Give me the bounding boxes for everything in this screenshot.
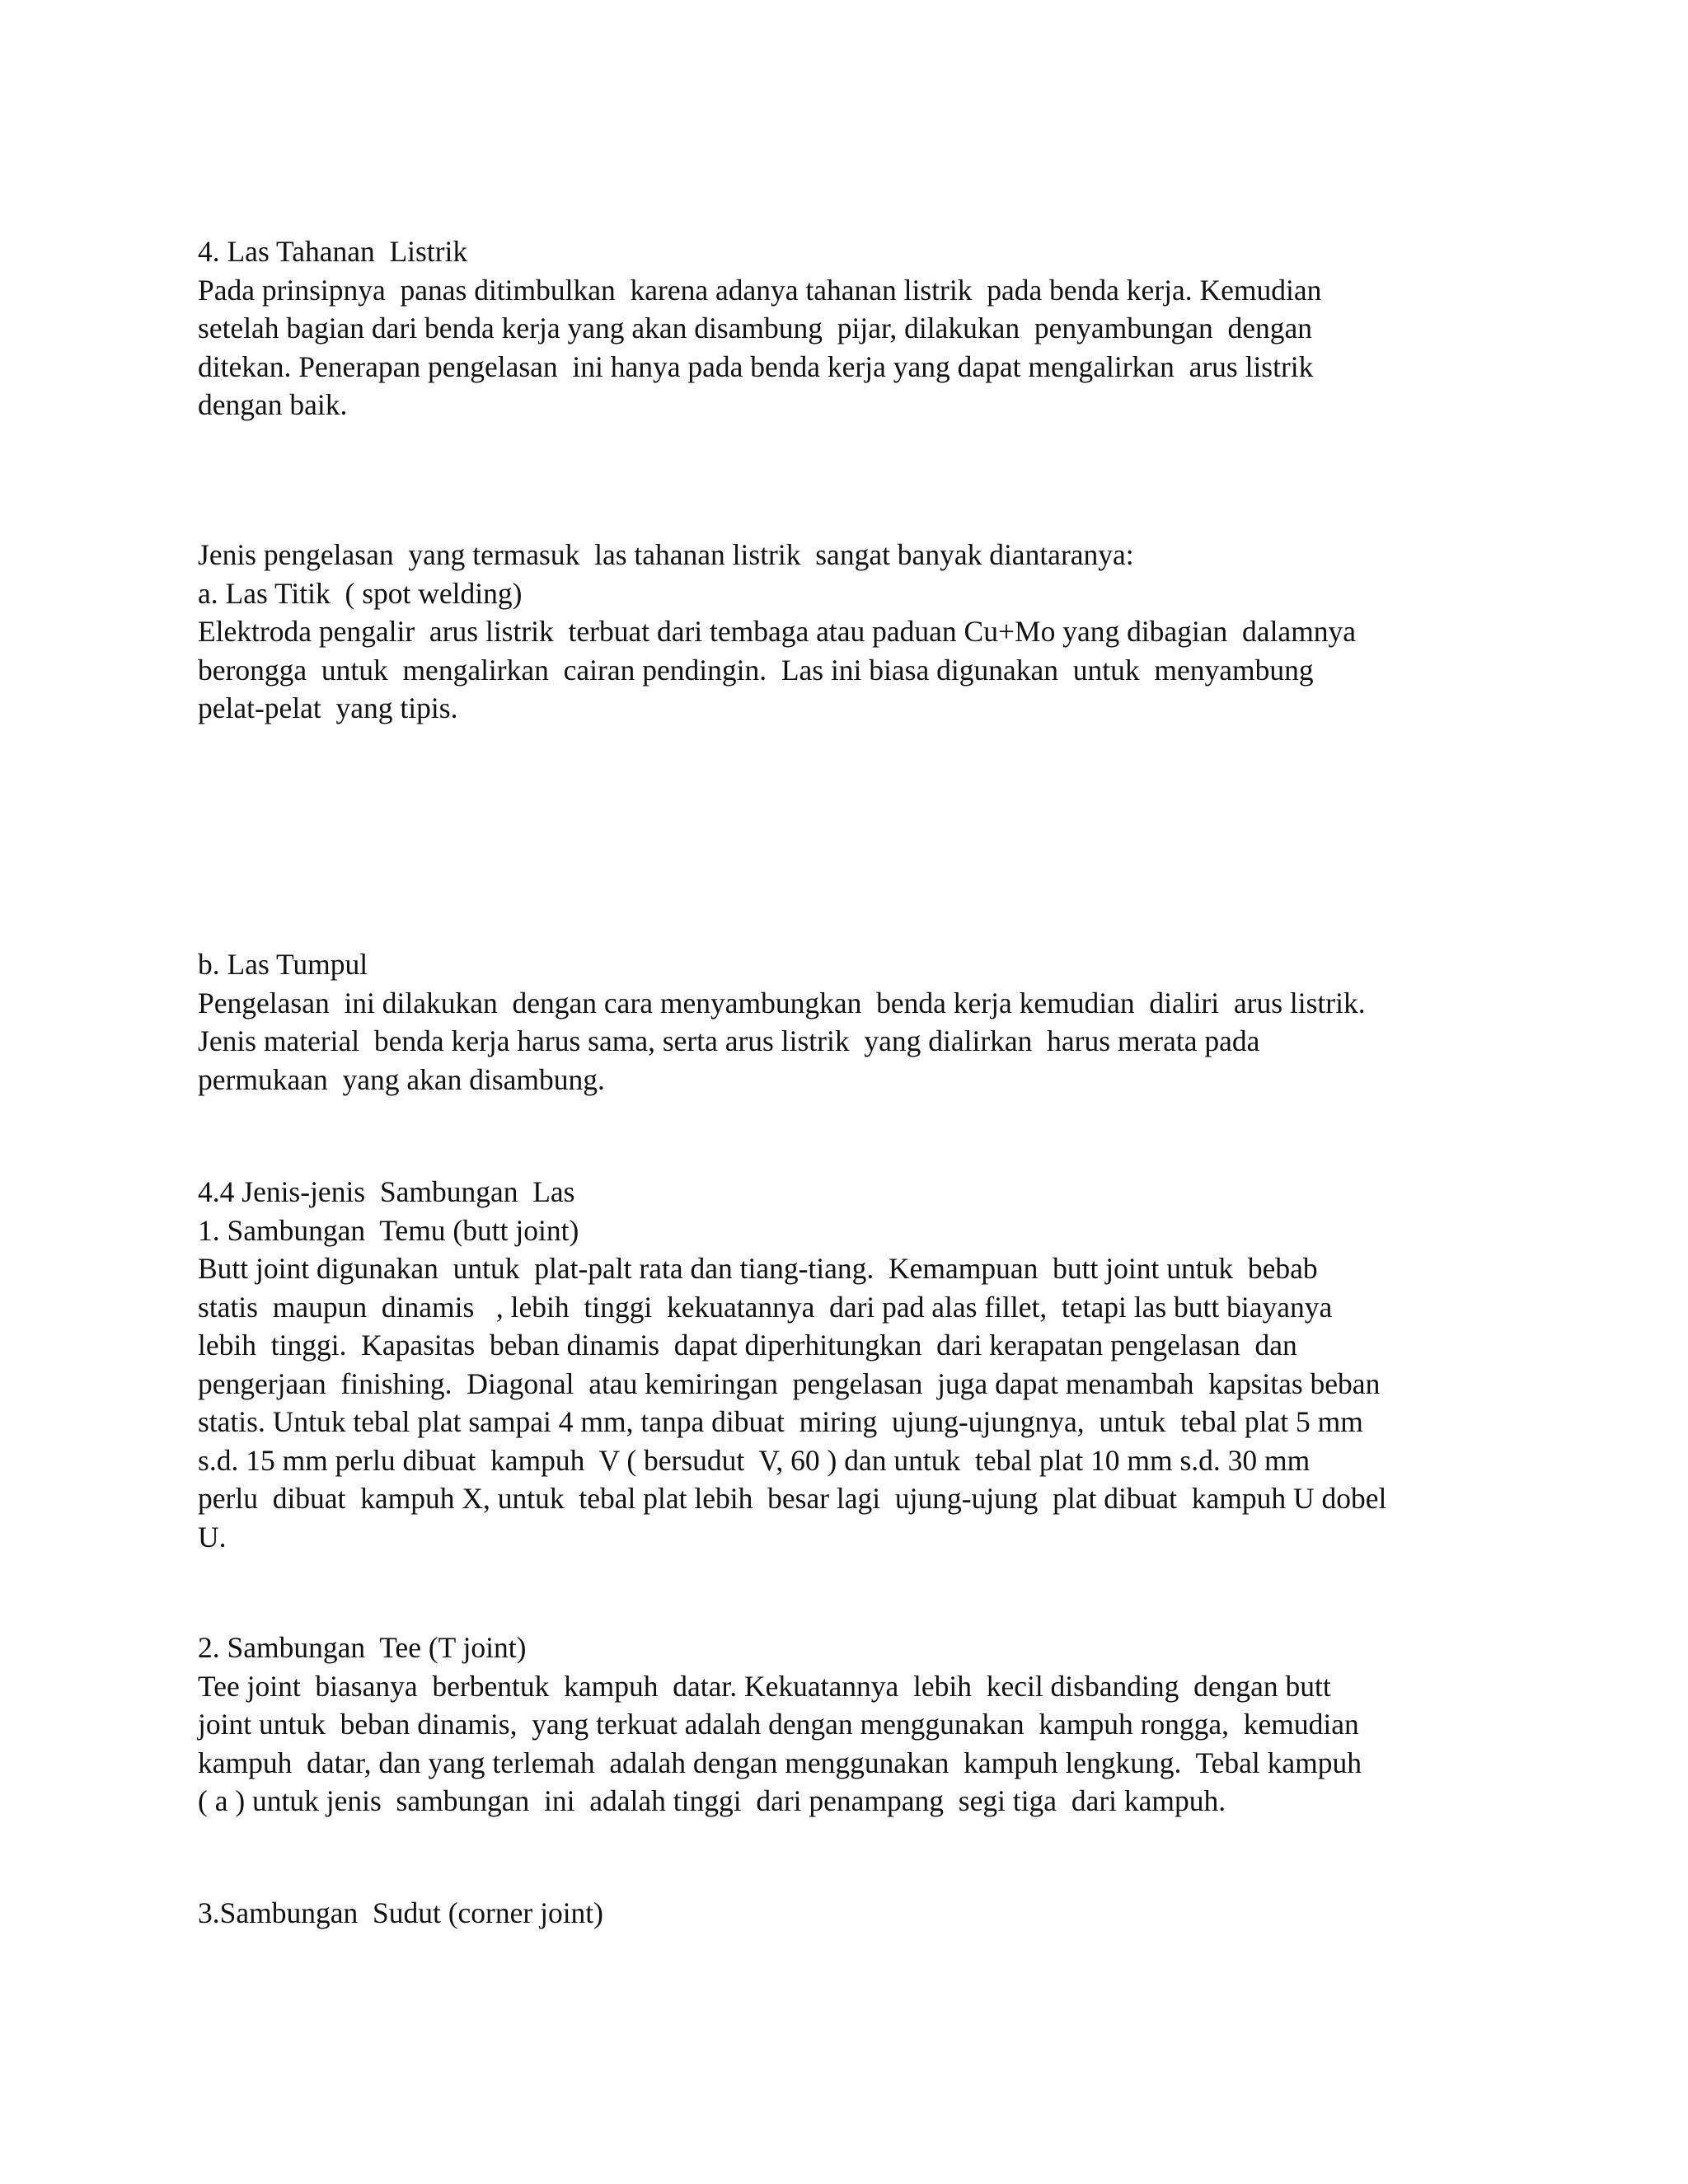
paragraph-line: Jenis material benda kerja harus sama, serta arus listrik yang dialirkan harus merata pada: [198, 1024, 1260, 1057]
paragraph-line: perlu dibuat kampuh X, untuk tebal plat lebih besar lagi ujung-ujung plat dibuat kampuh U dobel: [198, 1482, 1387, 1515]
paragraph-line: Pada prinsipnya panas ditimbulkan karena adanya tahanan listrik pada benda kerja. Kemudian: [198, 273, 1322, 307]
paragraph-line: ditekan. Penerapan pengelasan ini hanya pada benda kerja yang dapat mengalirkan arus listrik: [198, 349, 1314, 383]
paragraph-line: Elektroda pengalir arus listrik terbuat dari tembaga atau paduan Cu+Mo yang dibagian dalamnya: [198, 615, 1357, 648]
paragraph-line: setelah bagian dari benda kerja yang akan disambung pijar, dilakukan penyambungan dengan: [198, 312, 1313, 344]
section-las-tahanan-listrik: [198, 232, 1500, 424]
section-heading: 4. Las Tahanan Listrik: [198, 235, 468, 268]
paragraph-line: Pengelasan ini dilakukan dengan cara menyambungkan benda kerja kemudian dialiri arus listrik.: [198, 986, 1366, 1019]
section-sambungan-temu: [198, 1173, 1500, 1556]
section-sambungan-tee: [198, 1629, 1500, 1821]
paragraph-line: Butt joint digunakan untuk plat-palt rata dan tiang-tiang. Kemampuan butt joint untuk bebab: [198, 1252, 1318, 1285]
subsection-heading: 1. Sambungan Temu (butt joint): [198, 1213, 579, 1247]
paragraph-line: pelat-pelat yang tipis.: [198, 691, 458, 724]
paragraph-line: Tee joint biasanya berbentuk kampuh datar. Kekuatannya lebih kecil disbanding dengan butt: [198, 1669, 1331, 1703]
section-las-titik: [198, 536, 1500, 728]
paragraph-line: statis. Untuk tebal plat sampai 4 mm, tanpa dibuat miring ujung-ujungnya, untuk tebal plat 5 mm: [198, 1405, 1363, 1438]
section-heading: b. Las Tumpul: [198, 948, 368, 981]
subsection-heading: 2. Sambungan Tee (T joint): [198, 1631, 527, 1664]
paragraph-line: pengerjaan finishing. Diagonal atau kemiringan pengelasan juga dapat menambah kapsitas beban: [198, 1366, 1381, 1400]
section-las-tumpul: [198, 945, 1500, 1099]
paragraph-line: U.: [198, 1520, 227, 1554]
paragraph-line: joint untuk beban dinamis, yang terkuat adalah dengan menggunakan kampuh rongga, kemudian: [198, 1708, 1359, 1741]
paragraph-line: lebih tinggi. Kapasitas beban dinamis dapat diperhitungkan dari kerapatan pengelasan dan: [198, 1329, 1297, 1361]
paragraph-line: dengan baik.: [198, 388, 348, 421]
section-heading: 4.4 Jenis-jenis Sambungan Las: [198, 1175, 575, 1208]
paragraph-line: kampuh datar, dan yang terlemah adalah dengan menggunakan kampuh lengkung. Tebal kampuh: [198, 1746, 1362, 1779]
paragraph-line: ( a ) untuk jenis sambungan ini adalah tinggi dari penampang segi tiga dari kampuh.: [198, 1784, 1226, 1817]
paragraph-line: Jenis pengelasan yang termasuk las tahanan listrik sangat banyak diantaranya:: [198, 538, 1134, 571]
paragraph-line: berongga untuk mengalirkan cairan pendingin. Las ini biasa digunakan untuk menyambung: [198, 653, 1314, 687]
section-sambungan-sudut: [198, 1894, 1500, 1933]
paragraph-line: statis maupun dinamis , lebih tinggi kekuatannya dari pad alas fillet, tetapi las butt biayanya: [198, 1290, 1333, 1324]
section-heading: a. Las Titik ( spot welding): [198, 576, 523, 610]
paragraph-line: s.d. 15 mm perlu dibuat kampuh V ( bersudut V, 60 ) dan untuk tebal plat 10 mm s.d. 30 mm: [198, 1443, 1311, 1477]
paragraph-line: permukaan yang akan disambung.: [198, 1062, 605, 1096]
subsection-heading: 3.Sambungan Sudut (corner joint): [198, 1896, 603, 1929]
